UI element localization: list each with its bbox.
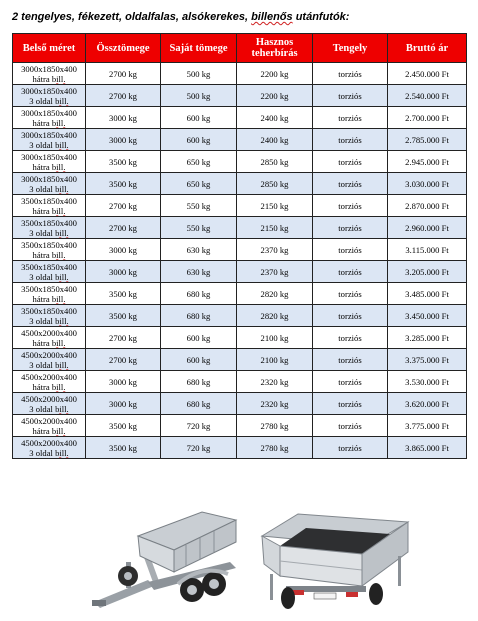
cell-payload: 2320 kg [237, 371, 313, 393]
cell-axle: torziós [313, 85, 388, 107]
variant-underlined: bill. [55, 315, 69, 326]
cell-inner-size [13, 437, 86, 459]
size-value: 3500x1850x400 [21, 305, 77, 316]
table-row [13, 85, 467, 107]
cell-axle: torziós [313, 349, 388, 371]
size-value: 4500x2000x400 [21, 371, 77, 382]
cell-gross-price: 2.700.000 Ft [388, 107, 467, 129]
cell-total-weight: 3500 kg [86, 173, 161, 195]
cell-inner-size [13, 349, 86, 371]
variant-underlined: bill. [55, 359, 69, 370]
cell-axle: torziós [313, 239, 388, 261]
variant-underlined: bill. [51, 337, 66, 348]
cell-inner-size [13, 239, 86, 261]
cell-own-weight: 680 kg [161, 393, 237, 415]
cell-inner-size [13, 63, 86, 85]
cell-inner-size [13, 327, 86, 349]
variant-underlined: bill. [51, 381, 66, 392]
cell-gross-price: 3.285.000 Ft [388, 327, 467, 349]
variant-text: hátra [32, 425, 52, 436]
variant-text: 3 oldal [29, 315, 56, 326]
cell-gross-price: 2.785.000 Ft [388, 129, 467, 151]
cell-axle: torziós [313, 371, 388, 393]
size-value: 3000x1850x400 [21, 129, 77, 140]
cell-inner-size [13, 283, 86, 305]
variant-underlined: bill. [51, 73, 66, 84]
cell-gross-price: 2.540.000 Ft [388, 85, 467, 107]
variant-underlined: bill. [51, 117, 66, 128]
heading-underlined-word: billenős [251, 11, 293, 23]
variant-text: 3 oldal [29, 95, 56, 106]
cell-gross-price: 3.375.000 Ft [388, 349, 467, 371]
size-value: 4500x2000x400 [21, 393, 77, 404]
cell-own-weight: 650 kg [161, 151, 237, 173]
cell-gross-price: 2.945.000 Ft [388, 151, 467, 173]
variant-underlined: bill. [55, 227, 69, 238]
cell-gross-price: 3.115.000 Ft [388, 239, 467, 261]
tipping-variant [15, 140, 83, 150]
variant-text: 3 oldal [29, 447, 56, 458]
cell-gross-price: 3.620.000 Ft [388, 393, 467, 415]
cell-payload: 2150 kg [237, 217, 313, 239]
header-axle: Tengely [313, 34, 388, 63]
cell-inner-size [13, 305, 86, 327]
cell-gross-price: 3.865.000 Ft [388, 437, 467, 459]
cell-axle: torziós [313, 63, 388, 85]
cell-gross-price: 3.030.000 Ft [388, 173, 467, 195]
table-row [13, 415, 467, 437]
cell-total-weight: 3000 kg [86, 261, 161, 283]
cell-total-weight: 2700 kg [86, 349, 161, 371]
size-value: 3000x1850x400 [21, 63, 77, 74]
cell-total-weight: 2700 kg [86, 63, 161, 85]
size-value: 3500x1850x400 [21, 239, 77, 250]
cell-total-weight: 2700 kg [86, 85, 161, 107]
cell-total-weight: 3000 kg [86, 107, 161, 129]
cell-own-weight: 600 kg [161, 327, 237, 349]
cell-own-weight: 500 kg [161, 85, 237, 107]
cell-total-weight: 3000 kg [86, 393, 161, 415]
cell-axle: torziós [313, 129, 388, 151]
cell-axle: torziós [313, 173, 388, 195]
table-row [13, 437, 467, 459]
header-total-weight: Össztömege [86, 34, 161, 63]
tipping-variant [15, 382, 83, 392]
cell-inner-size [13, 195, 86, 217]
variant-text: hátra [32, 249, 52, 260]
variant-text: hátra [32, 205, 52, 216]
tipping-variant [15, 338, 83, 348]
cell-payload: 2400 kg [237, 129, 313, 151]
cell-own-weight: 630 kg [161, 261, 237, 283]
cell-own-weight: 600 kg [161, 129, 237, 151]
cell-gross-price: 2.870.000 Ft [388, 195, 467, 217]
cell-payload: 2370 kg [237, 261, 313, 283]
variant-underlined: bill. [51, 249, 66, 260]
cell-gross-price: 3.530.000 Ft [388, 371, 467, 393]
cell-inner-size [13, 129, 86, 151]
tipping-variant [15, 96, 83, 106]
cell-axle: torziós [313, 437, 388, 459]
variant-text: 3 oldal [29, 359, 56, 370]
cell-payload: 2850 kg [237, 173, 313, 195]
tipping-variant [15, 184, 83, 194]
cell-payload: 2100 kg [237, 349, 313, 371]
variant-text: 3 oldal [29, 271, 56, 282]
tipper-trailer-side-photo [90, 498, 240, 616]
heading-after: utánfutók: [292, 11, 350, 23]
cell-gross-price: 3.485.000 Ft [388, 283, 467, 305]
table-row [13, 173, 467, 195]
tipping-variant [15, 294, 83, 304]
cell-payload: 2150 kg [237, 195, 313, 217]
cell-inner-size [13, 107, 86, 129]
heading-text: 2 tengelyes, fékezett, oldalfalas, alsókerekes, [12, 11, 252, 23]
variant-text: hátra [32, 161, 52, 172]
variant-underlined: bill. [55, 139, 69, 150]
size-value: 4500x2000x400 [21, 349, 77, 360]
size-value: 3500x1850x400 [21, 283, 77, 294]
size-value: 4500x2000x400 [21, 327, 77, 338]
table-row [13, 129, 467, 151]
cell-total-weight: 3500 kg [86, 305, 161, 327]
table-row [13, 261, 467, 283]
cell-payload: 2820 kg [237, 283, 313, 305]
table-row [13, 305, 467, 327]
cell-total-weight: 2700 kg [86, 327, 161, 349]
table-row [13, 349, 467, 371]
tipping-variant [15, 228, 83, 238]
cell-axle: torziós [313, 283, 388, 305]
variant-text: hátra [32, 73, 52, 84]
variant-underlined: bill. [55, 271, 69, 282]
cell-inner-size [13, 151, 86, 173]
table-row [13, 151, 467, 173]
size-value: 4500x2000x400 [21, 415, 77, 426]
size-value: 4500x2000x400 [21, 437, 77, 448]
page-heading [12, 11, 349, 23]
variant-text: 3 oldal [29, 227, 56, 238]
table-row [13, 195, 467, 217]
size-value: 3000x1850x400 [21, 173, 77, 184]
cell-inner-size [13, 371, 86, 393]
cell-axle: torziós [313, 327, 388, 349]
tipping-variant [15, 74, 83, 84]
variant-underlined: bill. [51, 425, 66, 436]
cell-inner-size [13, 415, 86, 437]
cell-axle: torziós [313, 415, 388, 437]
cell-payload: 2320 kg [237, 393, 313, 415]
table-row [13, 217, 467, 239]
cell-own-weight: 720 kg [161, 415, 237, 437]
variant-underlined: bill. [51, 293, 66, 304]
size-value: 3000x1850x400 [21, 107, 77, 118]
cell-axle: torziós [313, 195, 388, 217]
tipping-variant [15, 206, 83, 216]
cell-axle: torziós [313, 107, 388, 129]
size-value: 3000x1850x400 [21, 151, 77, 162]
cell-axle: torziós [313, 217, 388, 239]
variant-underlined: bill. [55, 183, 69, 194]
cell-own-weight: 600 kg [161, 349, 237, 371]
variant-underlined: bill. [55, 447, 69, 458]
size-value: 3500x1850x400 [21, 217, 77, 228]
table-row [13, 327, 467, 349]
size-value: 3500x1850x400 [21, 261, 77, 272]
variant-text: hátra [32, 337, 52, 348]
tipping-variant [15, 118, 83, 128]
cell-payload: 2200 kg [237, 85, 313, 107]
cell-gross-price: 2.450.000 Ft [388, 63, 467, 85]
cell-inner-size [13, 261, 86, 283]
tipper-trailer-rear-photo [258, 494, 414, 616]
table-row [13, 107, 467, 129]
tipping-variant [15, 316, 83, 326]
cell-payload: 2820 kg [237, 305, 313, 327]
tipping-variant [15, 448, 83, 458]
cell-axle: torziós [313, 305, 388, 327]
variant-underlined: bill. [55, 95, 69, 106]
table-row [13, 283, 467, 305]
cell-total-weight: 3500 kg [86, 151, 161, 173]
cell-total-weight: 3000 kg [86, 239, 161, 261]
cell-total-weight: 3000 kg [86, 371, 161, 393]
variant-text: 3 oldal [29, 183, 56, 194]
size-value: 3500x1850x400 [21, 195, 77, 206]
header-payload: Hasznos teherbírás [237, 34, 313, 63]
cell-inner-size [13, 393, 86, 415]
cell-gross-price: 3.205.000 Ft [388, 261, 467, 283]
cell-payload: 2200 kg [237, 63, 313, 85]
variant-text: hátra [32, 117, 52, 128]
table-row [13, 371, 467, 393]
cell-total-weight: 2700 kg [86, 217, 161, 239]
cell-own-weight: 680 kg [161, 305, 237, 327]
cell-inner-size [13, 217, 86, 239]
price-table [12, 33, 467, 459]
cell-axle: torziós [313, 393, 388, 415]
cell-gross-price: 3.450.000 Ft [388, 305, 467, 327]
cell-own-weight: 650 kg [161, 173, 237, 195]
variant-underlined: bill. [51, 161, 66, 172]
cell-own-weight: 550 kg [161, 217, 237, 239]
variant-text: hátra [32, 293, 52, 304]
cell-gross-price: 3.775.000 Ft [388, 415, 467, 437]
cell-total-weight: 2700 kg [86, 195, 161, 217]
table-row [13, 239, 467, 261]
variant-underlined: bill. [51, 205, 66, 216]
cell-total-weight: 3000 kg [86, 129, 161, 151]
table-row [13, 63, 467, 85]
cell-payload: 2100 kg [237, 327, 313, 349]
cell-payload: 2370 kg [237, 239, 313, 261]
cell-total-weight: 3500 kg [86, 283, 161, 305]
tipping-variant [15, 272, 83, 282]
cell-inner-size [13, 85, 86, 107]
variant-text: 3 oldal [29, 403, 56, 414]
header-gross-price: Bruttó ár [388, 34, 467, 63]
size-value: 3000x1850x400 [21, 85, 77, 96]
cell-axle: torziós [313, 151, 388, 173]
header-row [13, 34, 467, 63]
table-row [13, 393, 467, 415]
cell-own-weight: 720 kg [161, 437, 237, 459]
cell-own-weight: 630 kg [161, 239, 237, 261]
cell-own-weight: 680 kg [161, 283, 237, 305]
cell-axle: torziós [313, 261, 388, 283]
cell-own-weight: 680 kg [161, 371, 237, 393]
cell-inner-size [13, 173, 86, 195]
tipping-variant [15, 404, 83, 414]
variant-underlined: bill. [55, 403, 69, 414]
variant-text: hátra [32, 381, 52, 392]
cell-payload: 2400 kg [237, 107, 313, 129]
cell-own-weight: 600 kg [161, 107, 237, 129]
cell-total-weight: 3500 kg [86, 415, 161, 437]
cell-total-weight: 3500 kg [86, 437, 161, 459]
cell-payload: 2780 kg [237, 415, 313, 437]
tipping-variant [15, 426, 83, 436]
tipping-variant [15, 250, 83, 260]
tipping-variant [15, 360, 83, 370]
header-inner-size: Belső méret [13, 34, 86, 63]
cell-own-weight: 550 kg [161, 195, 237, 217]
cell-payload: 2780 kg [237, 437, 313, 459]
cell-gross-price: 2.960.000 Ft [388, 217, 467, 239]
cell-own-weight: 500 kg [161, 63, 237, 85]
tipping-variant [15, 162, 83, 172]
variant-text: 3 oldal [29, 139, 56, 150]
header-own-weight: Saját tömege [161, 34, 237, 63]
cell-payload: 2850 kg [237, 151, 313, 173]
